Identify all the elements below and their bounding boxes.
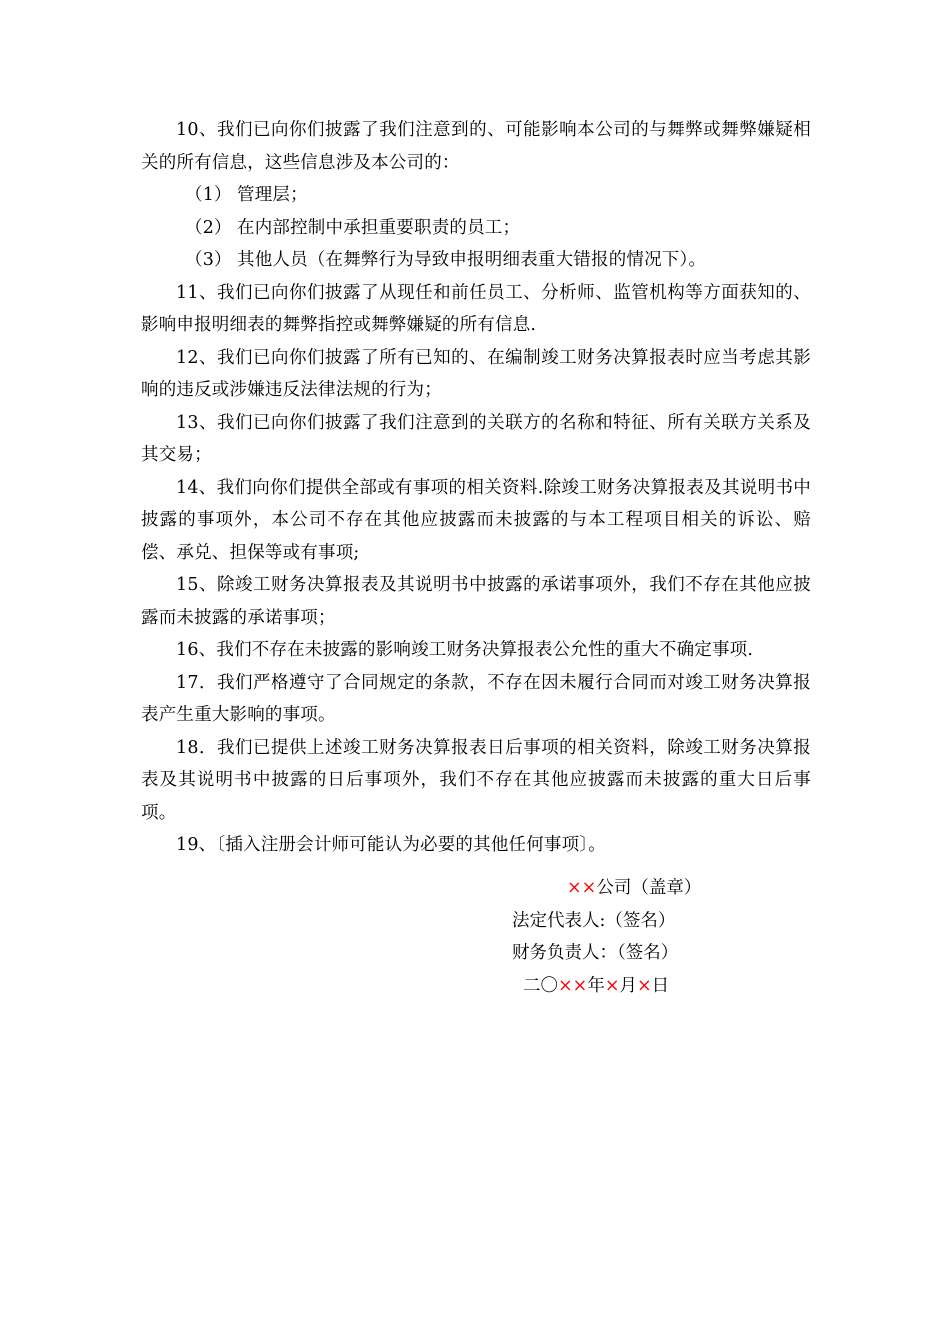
sub-item-1 (141, 179, 811, 212)
item-18: 18．我们已提供上述竣工财务决算报表日后事项的相关资料，除竣工财务决算报表及其说明书中披露的日后事项外，我们不存在其他应披露而未披露的重大日后事项。 (141, 737, 811, 823)
sub-item-3 (141, 244, 811, 277)
item-10: 10、我们已向你们披露了我们注意到的、可能影响本公司的与舞弊或舞弊嫌疑相关的所有信息，这些信息涉及本公司的： (141, 120, 811, 173)
sub-item-2 (141, 212, 811, 245)
legal-representative-line: 法定代表人:（签名） (512, 910, 676, 931)
sub-item-3-text: 其他人员（在舞弊行为导致申报明细表重大错报的情况下）。 (237, 250, 707, 270)
company-placeholder-mark: ×× (567, 878, 597, 898)
date-year-suffix: 年 (587, 975, 605, 996)
sub-item-1-number: （1） (185, 185, 232, 205)
sub-item-2-number: （2） (185, 217, 232, 238)
item-17: 17．我们严格遵守了合同规定的条款，不存在因未履行合同而对竣工财务决算报表产生重大影响的事项。 (141, 672, 811, 725)
date-line (500, 970, 800, 1003)
signature-block (500, 872, 800, 1002)
letter-body (141, 114, 811, 862)
item-16: 16、我们不存在未披露的影响竣工财务决算报表公允性的重大不确定事项. (176, 640, 754, 660)
date-year-prefix: 二〇 (523, 975, 558, 996)
item-13: 13、我们已向你们披露了我们注意到的关联方的名称和特征、所有关联方关系及其交易； (141, 412, 811, 465)
item-15: 15、除竣工财务决算报表及其说明书中披露的承诺事项外，我们不存在其他应披露而未披露的承诺事项； (141, 575, 811, 628)
item-14: 14、我们向你们提供全部或有事项的相关资料.除竣工财务决算报表及其说明书中披露的事项外，本公司不存在其他应披露而未披露的与本工程项目相关的诉讼、赔偿、承兑、担保等或有事项; (141, 477, 811, 563)
sub-item-1-text: 管理层； (237, 185, 308, 205)
date-day-suffix: 日 (651, 975, 670, 996)
date-day-mark: × (637, 975, 652, 996)
sub-item-2-text: 在内部控制中承担重要职责的员工； (237, 217, 521, 238)
date-month-suffix: 月 (619, 975, 637, 996)
company-seal-line (500, 872, 800, 905)
finance-head-line: 财务负责人：（签名） (512, 943, 679, 963)
item-19: 19、〔插入注册会计师可能认为必要的其他任何事项〕。 (176, 835, 606, 855)
company-seal-text: 公司（盖章） (596, 878, 702, 898)
date-month-mark: × (604, 975, 620, 996)
item-12: 12、我们已向你们披露了所有已知的、在编制竣工财务决算报表时应当考虑其影响的违反或涉嫌违反法律法规的行为； (141, 347, 811, 400)
date-year-mark: ×× (558, 975, 588, 996)
item-11: 11、我们已向你们披露了从现任和前任员工、分析师、监管机构等方面获知的、影响申报明细表的舞弊指控或舞弊嫌疑的所有信息. (141, 282, 811, 335)
sub-item-3-number: （3） (185, 250, 232, 270)
